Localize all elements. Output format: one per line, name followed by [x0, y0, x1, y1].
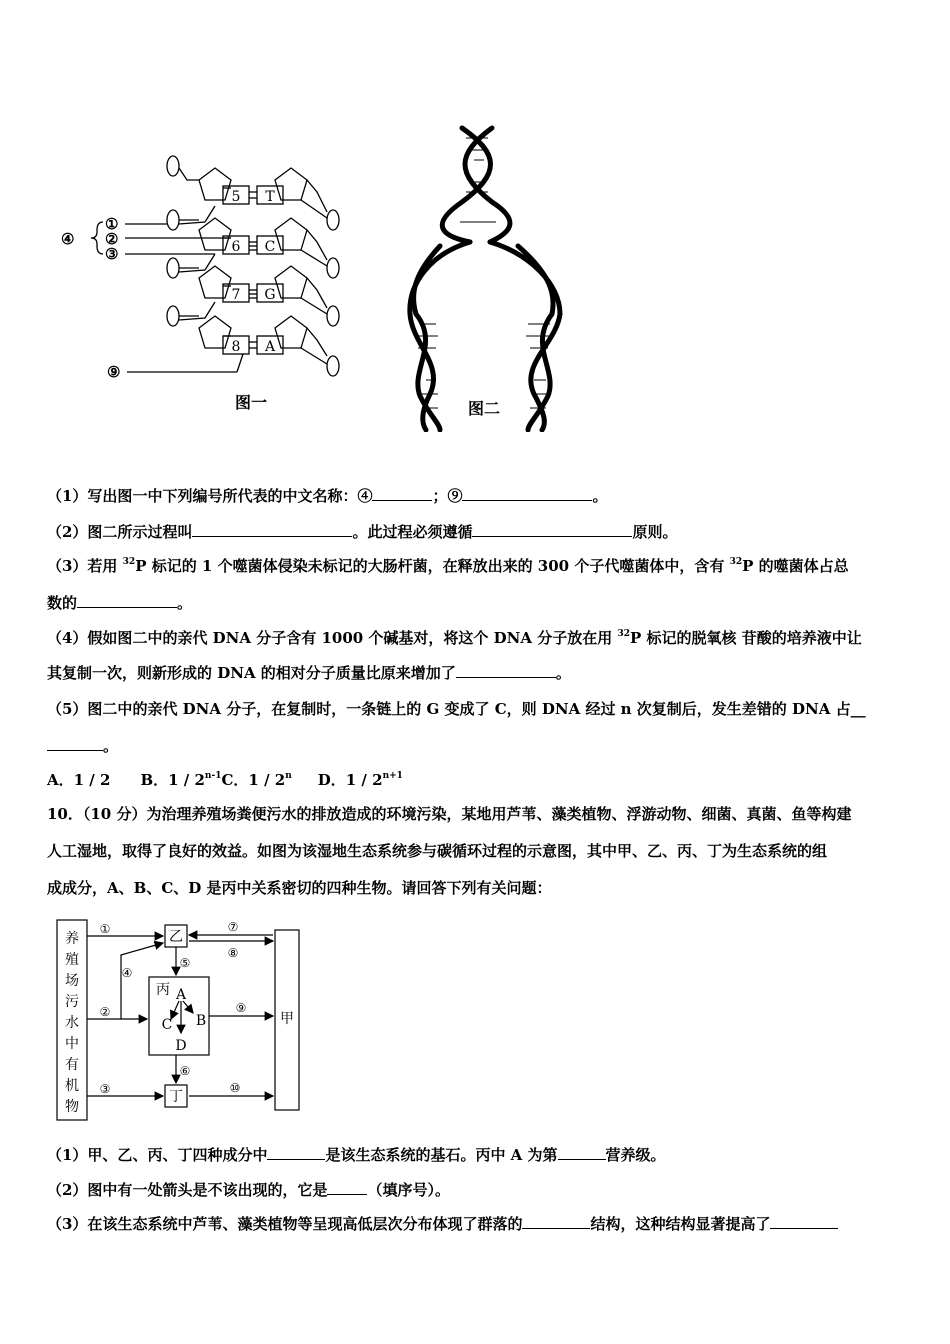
label-nine: ⑨	[107, 363, 121, 381]
node-jia: 甲	[280, 1011, 294, 1027]
arrow-label-8: ⑧	[227, 946, 239, 960]
q10-sub2: （2）图中有一处箭头是不该出现的，它是 （填序号）。	[47, 1181, 450, 1199]
figure2-dna-replication	[400, 124, 580, 432]
node-bing: 丙	[156, 982, 170, 998]
option-c[interactable]: C．1 / 2$^n$	[221, 771, 292, 789]
blank-error[interactable]	[47, 736, 103, 751]
option-d[interactable]: D．$1 / 2^{n+1}$	[317, 771, 403, 789]
blank-foundation[interactable]	[267, 1145, 325, 1160]
source-char-1: 养	[65, 931, 79, 947]
source-char-4: 污	[65, 994, 79, 1010]
q9-line5: （4）假如图二中的亲代 DNA 分子含有 1000 个碱基对，将这个 DNA 分子放在用 $^{32}$P 标记的脱氧核 苷酸的培养液中让	[47, 629, 862, 647]
q10-sub1: （1）甲、乙、丙、丁四种成分中 是该生态系统的基石。丙中 A 为第 营养级。	[47, 1146, 666, 1164]
label-three: ③	[105, 245, 119, 263]
figure2-caption: 图二	[468, 399, 501, 418]
source-char-3: 场	[65, 973, 79, 989]
q9-line8: 。	[47, 736, 118, 756]
blank-trophic-level[interactable]	[558, 1145, 606, 1160]
pair-num-1: 5	[231, 189, 241, 205]
figure1-dna-structure	[55, 150, 355, 390]
label-one: ①	[105, 215, 119, 233]
pair-num-3: 7	[231, 287, 241, 303]
org-b: B	[195, 1013, 207, 1029]
q10-para1: 10．（10 分）为治理养殖场粪便污水的排放造成的环境污染，某地用芦苇、藻类植物、浮游动物、细菌、真菌、鱼等构建	[47, 805, 852, 823]
arrow-label-1: ①	[99, 922, 111, 936]
org-a: A	[175, 987, 187, 1003]
blank-nine[interactable]	[462, 486, 592, 501]
arrow-label-9: ⑨	[235, 1001, 247, 1015]
label-four: ④	[61, 230, 75, 248]
figure1-caption: 图一	[235, 393, 268, 412]
source-char-5: 水	[65, 1015, 79, 1031]
label-two: ②	[105, 230, 119, 248]
q10-para3: 成成分，A、B、C、D 是丙中关系密切的四种生物。请回答下列有关问题：	[47, 879, 552, 897]
arrow-label-2: ②	[99, 1005, 111, 1019]
carbon-cycle-diagram	[55, 915, 315, 1125]
pair-base-2: C	[264, 239, 276, 255]
blank-structure[interactable]	[522, 1214, 590, 1229]
arrow-label-10: ⑩	[229, 1081, 241, 1095]
option-a[interactable]: A．1 / 2	[47, 771, 111, 789]
q9-line6: 其复制一次，则新形成的 DNA 的相对分子质量比原来增加了 。	[47, 664, 571, 682]
q9-line4: 数的 。	[47, 594, 193, 612]
arrow-label-5: ⑤	[179, 956, 191, 970]
q9-line7: （5）图二中的亲代 DNA 分子，在复制时，一条链上的 G 变成了 C，则 DNA 经过 n 次复制后，发生差错的 DNA 占__	[47, 700, 866, 718]
pair-num-4: 8	[231, 339, 241, 355]
q10-sub3: （3）在该生态系统中芦苇、藻类植物等呈现高低层次分布体现了群落的 结构，这种结构显著提高了	[47, 1214, 838, 1234]
source-char-9: 物	[65, 1099, 79, 1115]
org-d: D	[175, 1038, 187, 1054]
blank-mass[interactable]	[456, 663, 556, 678]
node-ding: 丁	[169, 1089, 183, 1105]
blank-improved[interactable]	[770, 1214, 838, 1229]
pair-base-1: T	[265, 189, 275, 205]
blank-principle[interactable]	[472, 522, 632, 537]
blank-ratio[interactable]	[77, 593, 177, 608]
blank-process[interactable]	[192, 522, 352, 537]
q10-para2: 人工湿地，取得了良好的效益。如图为该湿地生态系统参与碳循环过程的示意图，其中甲、乙、丙、丁为生态系统的组	[47, 842, 828, 860]
pair-num-2: 6	[231, 239, 241, 255]
org-c: C	[161, 1017, 173, 1033]
arrow-label-4: ④	[121, 966, 133, 980]
source-char-2: 殖	[65, 952, 79, 968]
source-char-8: 机	[65, 1078, 79, 1094]
source-char-7: 有	[65, 1057, 79, 1073]
arrow-label-6: ⑥	[179, 1064, 191, 1078]
arrow-label-3: ③	[99, 1082, 111, 1096]
blank-wrong-arrow[interactable]	[327, 1180, 367, 1195]
q9-options	[47, 770, 403, 790]
node-yi: 乙	[169, 929, 183, 945]
pair-base-4: A	[264, 339, 276, 355]
blank-four[interactable]	[372, 486, 432, 501]
option-b[interactable]: B．1 / 2$^{n-1}$	[140, 771, 222, 789]
q9-line2: （2）图二所示过程叫 。此过程必须遵循 原则。	[47, 523, 678, 541]
q9-line3: （3）若用 $^{32}$P 标记的 1 个噬菌体侵染未标记的大肠杆菌，在释放出来的 300 个子代噬菌体中，含有 $^{32}$P 的噬菌体占总	[47, 557, 849, 575]
q9-line1: （1）写出图一中下列编号所代表的中文名称：④ ；⑨ 。	[47, 487, 608, 505]
pair-base-3: G	[264, 287, 276, 303]
arrow-label-7: ⑦	[227, 920, 239, 934]
source-char-6: 中	[65, 1036, 79, 1052]
